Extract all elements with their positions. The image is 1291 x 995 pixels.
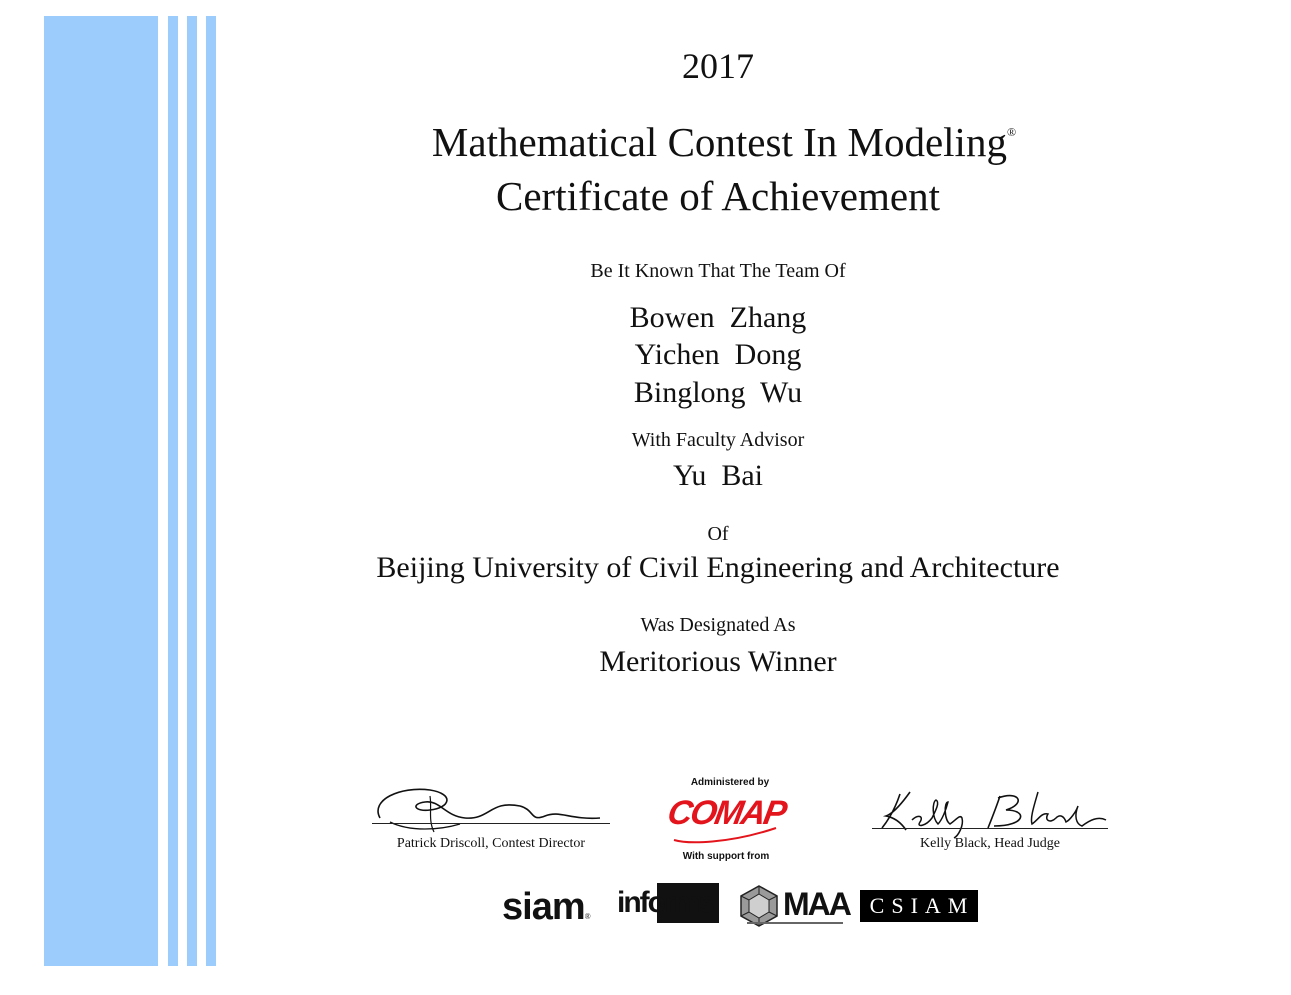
maa-logo-text: MAA xyxy=(783,886,850,922)
registered-mark: ® xyxy=(1006,125,1017,139)
contest-title xyxy=(324,108,1124,166)
certificate-year: 2017 xyxy=(682,46,754,86)
award-title: Meritorious Winner xyxy=(599,645,837,678)
administered-by-label: Administered by xyxy=(690,777,770,788)
left-stripe-thin-1 xyxy=(168,16,178,966)
informs-logo xyxy=(615,883,719,923)
left-stripe-wide xyxy=(44,16,158,966)
maa-logo xyxy=(737,882,850,930)
maa-subtext-line xyxy=(747,922,843,924)
team-member: Binglong Wu xyxy=(633,376,803,409)
contest-name: Mathematical Contest In Modeling xyxy=(431,119,1007,165)
csiam-logo-text: CSIAM xyxy=(869,893,975,918)
of-label: Of xyxy=(707,523,729,545)
siam-logo-text: siam xyxy=(502,886,585,928)
judge-signature xyxy=(870,780,1110,840)
judge-caption: Kelly Black, Head Judge xyxy=(920,836,1060,851)
judge-signature-line xyxy=(872,828,1108,829)
informs-logo-text: informs xyxy=(615,883,719,923)
advisor-name: Yu Bai xyxy=(673,459,763,492)
support-label: With support from xyxy=(682,851,770,862)
advisor-intro: With Faculty Advisor xyxy=(631,429,805,451)
certificate-title: Certificate of Achievement xyxy=(496,173,940,219)
director-signature xyxy=(370,780,610,840)
team-member: Bowen Zhang xyxy=(629,301,807,334)
institution-name: Beijing University of Civil Engineering and Architecture xyxy=(376,551,1060,584)
left-stripe-thin-3 xyxy=(206,16,216,966)
left-stripe-thin-2 xyxy=(187,16,197,966)
designation-intro: Was Designated As xyxy=(640,614,796,636)
comap-logo xyxy=(664,788,789,846)
siam-registered-mark: ® xyxy=(584,912,591,921)
director-signature-line xyxy=(372,823,610,824)
team-member: Yichen Dong xyxy=(634,338,802,371)
comap-logo-text: COMAP xyxy=(664,794,789,832)
team-intro: Be It Known That The Team Of xyxy=(590,260,846,282)
director-caption: Patrick Driscoll, Contest Director xyxy=(396,836,586,851)
csiam-logo xyxy=(860,890,978,922)
siam-logo xyxy=(502,888,591,928)
